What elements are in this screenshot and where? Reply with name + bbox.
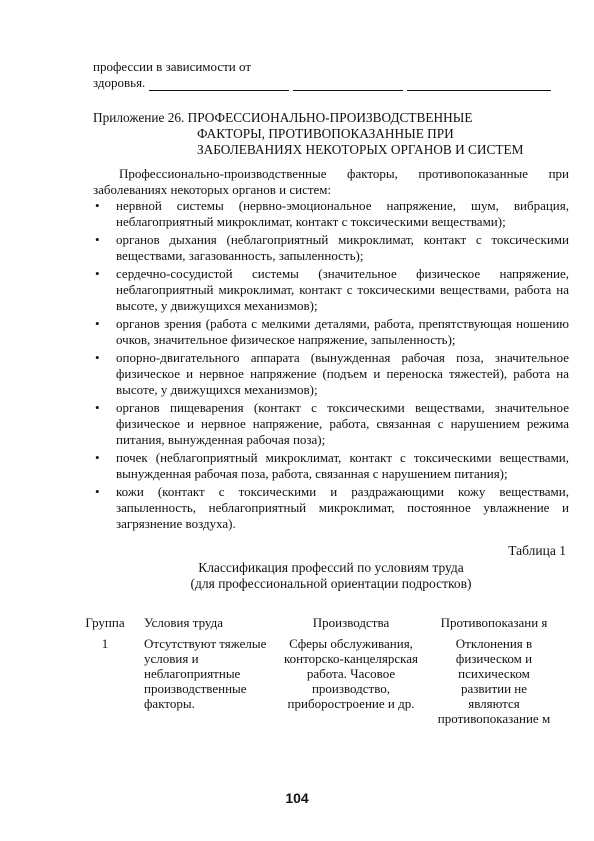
list-item-text: сердечно-сосудистой системы (значительное физическое напряжение, неблагоприятный микроклимат, контакт с токсическими веществами, работа на высоте, у движущихся механизмов);	[116, 266, 569, 313]
list-item	[93, 450, 569, 482]
header-production: Производства	[312, 615, 390, 630]
cell-conditions: Отсутствуют тяжелые условия и неблагоприятные производственные факторы.	[144, 636, 267, 711]
table-caption-line-1: Классификация профессий по условиям труда	[198, 560, 464, 575]
bullet-icon: •	[95, 350, 100, 365]
list-item-text: кожи (контакт с токсическими и раздражающими кожу веществами, запыленность, неблагоприятный микроклимат, постоянное увлажнение и загрязнение воздуха).	[116, 484, 569, 531]
intro-paragraph	[93, 166, 569, 198]
blank-line-2	[293, 78, 403, 91]
bullet-icon: •	[95, 484, 100, 499]
list-item	[93, 350, 569, 398]
bullet-icon: •	[95, 198, 100, 213]
header-conditions: Условия труда	[144, 615, 223, 630]
cell-production: Сферы обслуживания, конторско-канцелярская работа. Часовое производство, приборостроение и др.	[283, 636, 419, 711]
cell-group: 1	[101, 636, 109, 651]
classification-table	[80, 598, 574, 726]
intro-text: Профессионально-производственные факторы, противопоказанные при заболеваниях некоторых органов и систем:	[93, 166, 569, 197]
blank-line-3	[407, 78, 551, 91]
bullet-icon: •	[95, 266, 100, 281]
appendix-line-2: ФАКТОРЫ, ПРОТИВОПОКАЗАННЫЕ ПРИ	[197, 126, 454, 141]
factors-list	[93, 198, 569, 534]
appendix-heading	[93, 110, 573, 158]
list-item	[93, 198, 569, 230]
list-item-text: органов пищеварения (контакт с токсическими веществами, значительное физическое и нервное напряжение, работа, связанная с нарушением режима питания, вынужденная рабочая поза);	[116, 400, 569, 447]
header-contraindications: Противопоказани я	[440, 615, 548, 630]
bullet-icon: •	[95, 316, 100, 331]
appendix-line-1: Приложение 26. ПРОФЕССИОНАЛЬНО-ПРОИЗВОДСТВЕННЫЕ	[93, 110, 473, 125]
bullet-icon: •	[95, 400, 100, 415]
bullet-icon: •	[95, 450, 100, 465]
bullet-icon: •	[95, 232, 100, 247]
list-item	[93, 400, 569, 448]
top-line-2	[93, 75, 551, 91]
list-item	[93, 484, 569, 532]
top-fragment	[93, 59, 551, 91]
top-line-1: профессии в зависимости от	[93, 59, 252, 74]
list-item	[93, 232, 569, 264]
table-caption	[93, 560, 569, 592]
blank-line-1	[149, 78, 289, 91]
page-number: 104	[285, 790, 309, 806]
list-item-text: органов дыхания (неблагоприятный микроклимат, контакт с токсическими веществами, загазованность, запыленность);	[116, 232, 569, 263]
table-label: Таблица 1	[508, 543, 566, 558]
list-item	[93, 266, 569, 314]
top-line-2-text: здоровья.	[93, 75, 146, 90]
list-item	[93, 316, 569, 348]
list-item-text: органов зрения (работа с мелкими деталями, работа, препятствующая ношению очков, значительное физическое напряжение, запыленность);	[116, 316, 569, 347]
header-group: Группа	[85, 615, 125, 630]
appendix-line-3: ЗАБОЛЕВАНИЯХ НЕКОТОРЫХ ОРГАНОВ И СИСТЕМ	[197, 142, 524, 157]
cell-contraindications: Отклонения в физическом и психическом развитии не являются противопоказание м	[437, 636, 551, 726]
list-item-text: почек (неблагоприятный микроклимат, контакт с токсическими веществами, вынужденная рабочая поза, работа, связанная с нарушением питания);	[116, 450, 569, 481]
table-header-row	[80, 598, 574, 630]
list-item-text: нервной системы (нервно-эмоциональное напряжение, шум, вибрация, неблагоприятный микроклимат, контакт с токсическими веществами);	[116, 198, 569, 229]
table-caption-line-2: (для профессиональной ориентации подростков)	[190, 576, 472, 591]
table-row	[80, 636, 574, 726]
list-item-text: опорно-двигательного аппарата (вынужденная рабочая поза, значительное физическое и нервное напряжение (подъем и переноска тяжестей), работа на высоте, у движущихся механизмов);	[116, 350, 569, 397]
